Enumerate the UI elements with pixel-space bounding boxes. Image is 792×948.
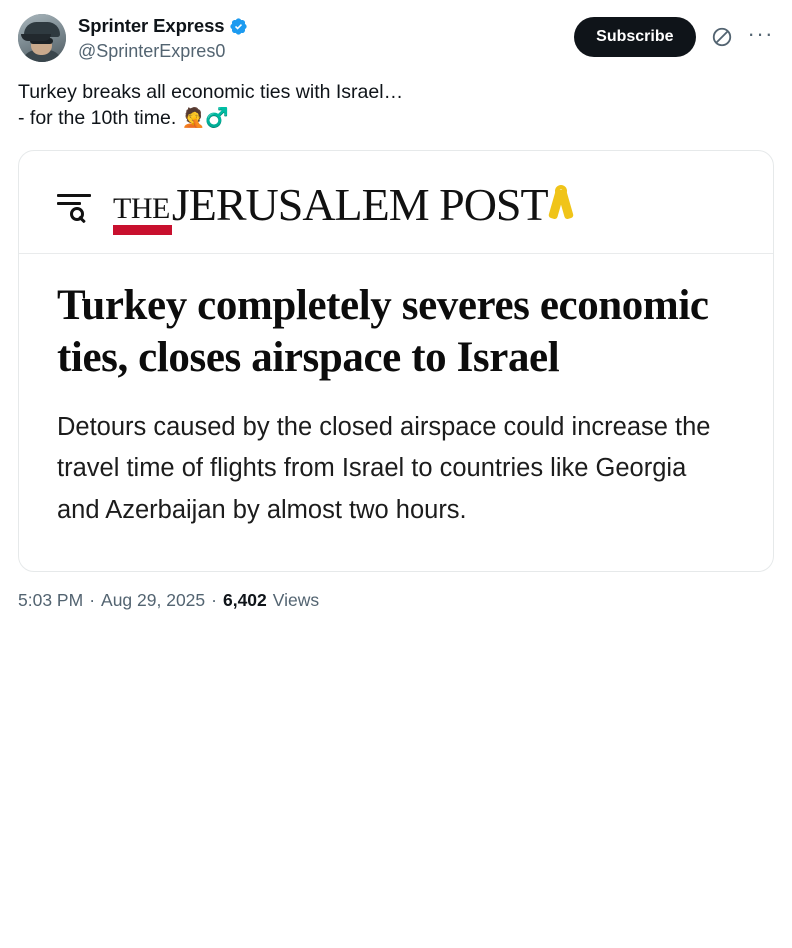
subscribe-button[interactable]: Subscribe <box>574 17 695 57</box>
card-body <box>19 254 773 571</box>
tweet-metadata <box>18 590 774 625</box>
card-headline: Turkey completely severes economic ties, closes airspace to Israel <box>57 282 709 382</box>
metadata-separator: · <box>211 589 217 610</box>
link-preview-card[interactable] <box>18 150 774 572</box>
slash-circle-icon[interactable] <box>709 24 735 50</box>
tweet-time: 5:03 PM <box>18 589 84 610</box>
verified-badge-icon <box>229 17 248 36</box>
tweet-header <box>18 14 774 63</box>
jerusalem-post-logo <box>113 179 548 231</box>
display-name-row <box>78 15 562 37</box>
card-masthead <box>19 151 773 254</box>
facepalm-emoji-icon: 🤦 <box>181 107 206 130</box>
header-actions <box>574 14 774 57</box>
yellow-ribbon-icon <box>548 181 574 229</box>
author-handle[interactable]: @SprinterExpres0 <box>78 41 226 62</box>
card-description: Detours caused by the closed airspace could increase the travel time of flights from Israel to countries like Georgia and Azerbaijan by almost two hours. <box>57 412 711 524</box>
male-sign-emoji-icon: ♂️ <box>205 107 229 130</box>
more-options-icon[interactable]: ··· <box>747 21 774 46</box>
display-name[interactable]: Sprinter Express <box>78 15 225 36</box>
logo-the-text: THE <box>113 192 170 226</box>
tweet-date: Aug 29, 2025 <box>101 589 206 610</box>
views-label: Views <box>272 589 320 610</box>
tweet-text-line-1: Turkey breaks all economic ties with Israel… <box>18 80 404 103</box>
avatar[interactable] <box>18 14 66 62</box>
author-block <box>78 14 562 63</box>
metadata-separator: · <box>89 589 96 610</box>
avatar-cap <box>24 22 60 37</box>
hamburger-search-icon[interactable] <box>57 190 97 220</box>
tweet-text-line-2: - for the 10th time. <box>18 107 182 130</box>
logo-main-text: JERUSALEM POST <box>171 179 548 231</box>
views-count: 6,402 <box>222 589 267 610</box>
tweet-text <box>18 79 774 132</box>
